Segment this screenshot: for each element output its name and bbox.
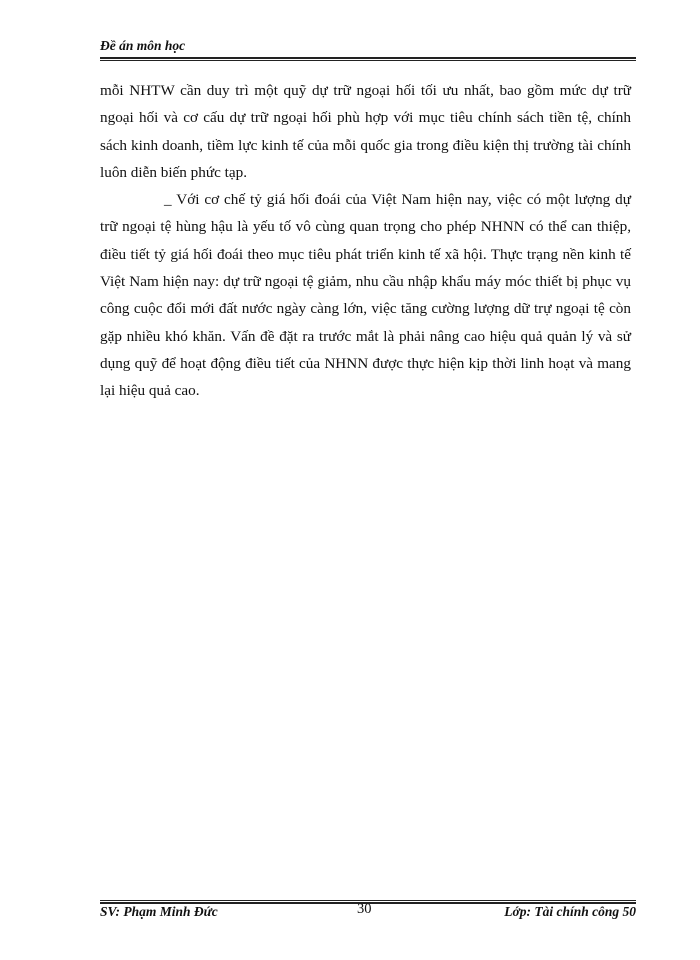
footer-student-name: SV: Phạm Minh Đức	[100, 904, 218, 919]
header-rule	[100, 57, 636, 59]
page-number: 30	[357, 901, 372, 917]
document-body	[100, 77, 631, 405]
footer-class-name: Lớp: Tài chính công 50	[504, 904, 636, 919]
paragraph-2: _ Với cơ chế tỷ giá hối đoái của Việt Nam hiện nay, việc có một lượng dự trữ ngoại tệ hùng hậu là yếu tố vô cùng quan trọng cho phép NHNN có thể can thiệp, điều tiết tỷ giá hối đoái theo mục tiêu phát triển kinh tế xã hội. Thực trạng nền kinh tế Việt Nam hiện nay: dự trữ ngoại tệ giảm, nhu cầu nhập khẩu máy móc thiết bị phục vụ công cuộc đổi mới đất nước ngày càng lớn, việc tăng cường lượng dữ trự ngoại tệ còn gặp nhiều khó khăn. Vấn đề đặt ra trước mắt là phải nâng cao hiệu quả quản lý và sử dụng quỹ để hoạt động điều tiết của NHNN được thực hiện kịp thời linh hoạt và mang lại hiệu quả cao.	[100, 191, 631, 400]
paragraph-1: mỗi NHTW cần duy trì một quỹ dự trữ ngoại hối tối ưu nhất, bao gồm mức dự trữ ngoại hối và cơ cấu dự trữ ngoại hối phù hợp với mục tiêu chính sách tiền tệ, chính sách kinh doanh, tiềm lực kinh tế của mỗi quốc gia trong điều kiện thị trường tài chính luôn diễn biến phức tạp.	[100, 82, 631, 181]
header-rule-thin	[100, 60, 636, 61]
page-header-title: Đề án môn học	[100, 38, 186, 53]
